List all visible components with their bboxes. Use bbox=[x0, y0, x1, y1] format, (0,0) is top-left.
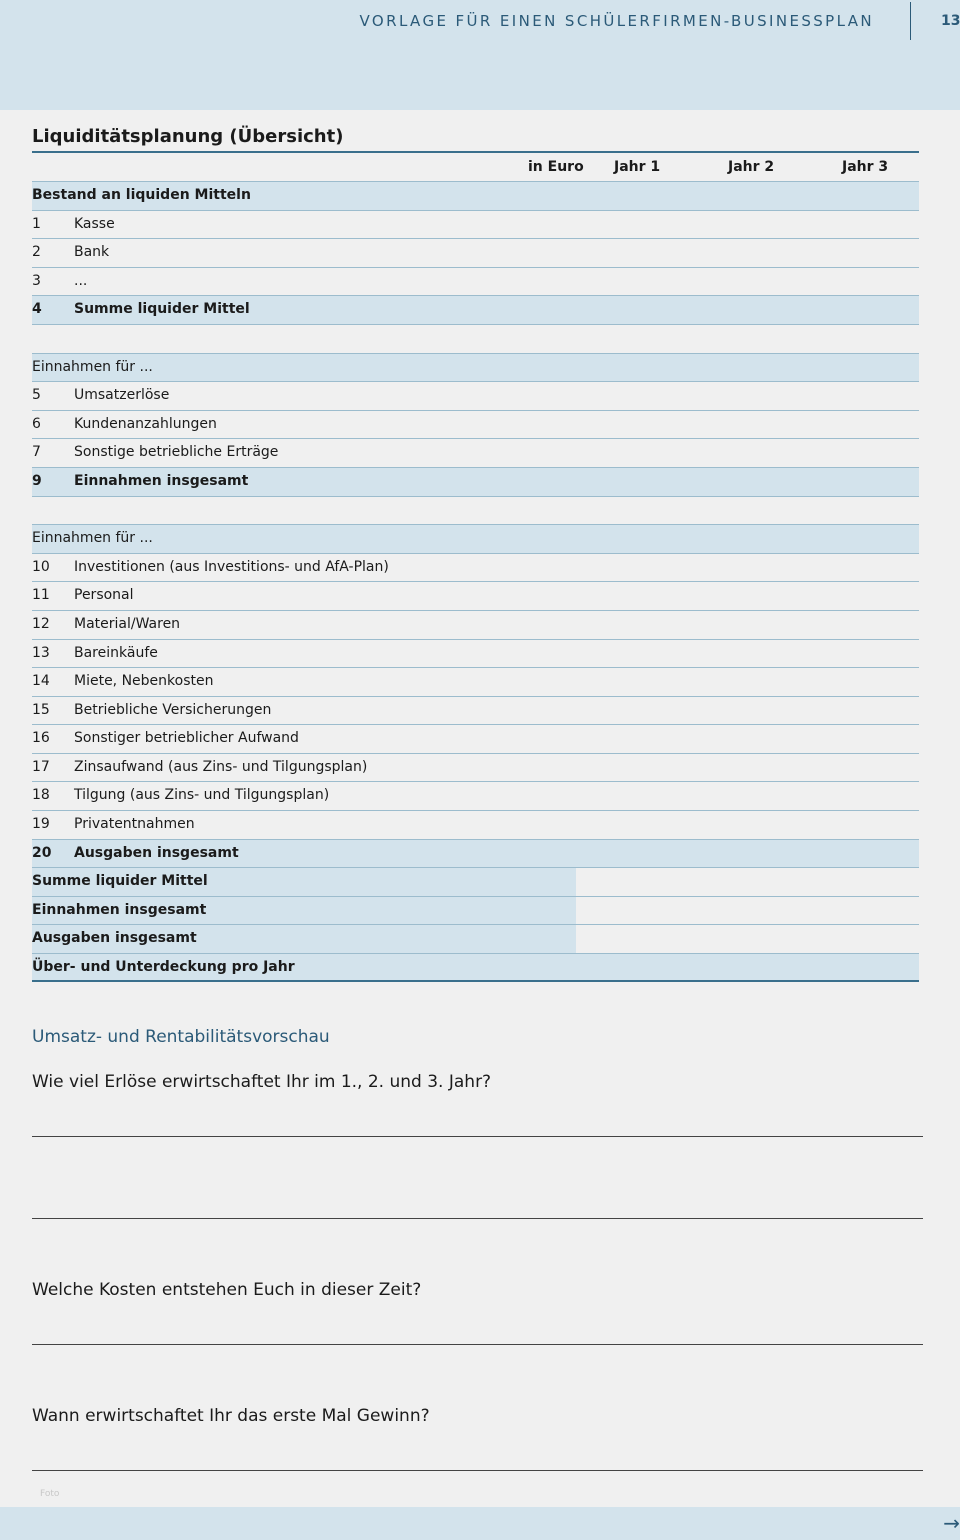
title-rule bbox=[32, 151, 919, 153]
row-label: Einnahmen für ... bbox=[32, 530, 153, 547]
table-row bbox=[32, 210, 919, 239]
row-label: Ausgaben insgesamt bbox=[74, 844, 239, 861]
header-divider bbox=[910, 2, 911, 40]
question-costs: Welche Kosten entstehen Euch in dieser Zeit? bbox=[32, 1280, 422, 1300]
table-row bbox=[32, 639, 919, 668]
table-row-total bbox=[32, 839, 919, 868]
row-number: 19 bbox=[32, 816, 50, 833]
row-label: Investitionen (aus Investitions- und AfA-Plan) bbox=[74, 558, 389, 575]
row-number: 5 bbox=[32, 387, 41, 404]
row-label: Summe liquider Mittel bbox=[32, 873, 208, 890]
row-number: 14 bbox=[32, 673, 50, 690]
answer-line[interactable] bbox=[32, 1344, 923, 1345]
table-row bbox=[32, 696, 919, 725]
row-label: ... bbox=[74, 272, 88, 289]
table-row bbox=[32, 581, 919, 610]
table-row-spacer bbox=[32, 324, 919, 353]
row-number: 18 bbox=[32, 787, 50, 804]
table-row bbox=[32, 553, 919, 582]
table-row bbox=[32, 810, 919, 839]
row-number: 9 bbox=[32, 472, 42, 489]
table-row-summary bbox=[32, 867, 919, 896]
row-label: Material/Waren bbox=[74, 615, 181, 632]
row-label: Privatentnahmen bbox=[74, 816, 195, 833]
faint-caption: Foto bbox=[40, 1489, 60, 1499]
row-label: Sonstige betriebliche Erträge bbox=[74, 444, 279, 461]
question-profit: Wann erwirtschaftet Ihr das erste Mal Gewinn? bbox=[32, 1406, 430, 1426]
row-number: 7 bbox=[32, 444, 41, 461]
row-label: Zinsaufwand (aus Zins- und Tilgungsplan) bbox=[74, 758, 368, 775]
answer-line[interactable] bbox=[32, 1470, 923, 1471]
table-row-summary bbox=[32, 924, 919, 953]
row-number: 12 bbox=[32, 615, 50, 632]
table-row-group-income bbox=[32, 353, 919, 382]
row-label: Kasse bbox=[74, 215, 115, 232]
table-row-group-liquid bbox=[32, 181, 919, 210]
table-row bbox=[32, 438, 919, 467]
row-label: Einnahmen für ... bbox=[32, 358, 153, 375]
column-header-year1: Jahr 1 bbox=[614, 159, 661, 175]
page-header bbox=[0, 0, 960, 110]
row-label: Tilgung (aus Zins- und Tilgungsplan) bbox=[74, 787, 330, 804]
row-number: 11 bbox=[32, 587, 50, 604]
row-label: Miete, Nebenkosten bbox=[74, 673, 214, 690]
table-row bbox=[32, 238, 919, 267]
row-number: 4 bbox=[32, 301, 42, 318]
question-revenue: Wie viel Erlöse erwirtschaftet Ihr im 1., 2. und 3. Jahr? bbox=[32, 1072, 492, 1092]
answer-line[interactable] bbox=[32, 1218, 923, 1219]
page-number: 13 bbox=[941, 13, 960, 29]
row-label: Bestand an liquiden Mitteln bbox=[32, 187, 251, 203]
row-label: Einnahmen insgesamt bbox=[74, 472, 249, 489]
page-footer bbox=[0, 1507, 960, 1540]
row-label: Bareinkäufe bbox=[74, 644, 158, 661]
table-row bbox=[32, 781, 919, 810]
row-label: Personal bbox=[74, 587, 134, 604]
row-number: 17 bbox=[32, 758, 50, 775]
row-label: Summe liquider Mittel bbox=[74, 301, 250, 318]
table-row-group-expenses bbox=[32, 524, 919, 553]
arrow-right-icon[interactable]: → bbox=[943, 1511, 960, 1535]
liquidity-table bbox=[32, 181, 919, 982]
column-header-year2: Jahr 2 bbox=[728, 159, 775, 175]
row-label: Sonstiger betrieblicher Aufwand bbox=[74, 730, 299, 747]
row-number: 6 bbox=[32, 415, 41, 432]
row-number: 1 bbox=[32, 215, 41, 232]
row-number: 3 bbox=[32, 272, 41, 289]
table-row bbox=[32, 724, 919, 753]
table-row bbox=[32, 381, 919, 410]
row-label: Ausgaben insgesamt bbox=[32, 930, 197, 947]
table-row-total bbox=[32, 295, 919, 324]
row-label: Betriebliche Versicherungen bbox=[74, 701, 272, 718]
row-number: 15 bbox=[32, 701, 50, 718]
table-row bbox=[32, 610, 919, 639]
table-row-total bbox=[32, 467, 919, 496]
row-number: 2 bbox=[32, 244, 41, 261]
column-header-year3: Jahr 3 bbox=[842, 159, 889, 175]
table-row bbox=[32, 667, 919, 696]
row-number: 13 bbox=[32, 644, 50, 661]
document-title: VORLAGE FÜR EINEN SCHÜLERFIRMEN-BUSINESSPLAN bbox=[359, 12, 874, 30]
section-title: Liquiditätsplanung (Übersicht) bbox=[32, 126, 344, 147]
table-row bbox=[32, 267, 919, 296]
row-number: 10 bbox=[32, 558, 50, 575]
row-number: 20 bbox=[32, 844, 52, 861]
row-number: 16 bbox=[32, 730, 50, 747]
forecast-title: Umsatz- und Rentabilitätsvorschau bbox=[32, 1027, 330, 1047]
column-header-unit: in Euro bbox=[528, 159, 584, 175]
row-label: Bank bbox=[74, 244, 110, 261]
row-label: Kundenanzahlungen bbox=[74, 415, 217, 432]
table-row-balance bbox=[32, 953, 919, 982]
row-label: Umsatzerlöse bbox=[74, 387, 170, 404]
row-label: Einnahmen insgesamt bbox=[32, 901, 207, 918]
row-label: Über- und Unterdeckung pro Jahr bbox=[32, 959, 295, 976]
table-row-summary bbox=[32, 896, 919, 925]
table-row-spacer bbox=[32, 496, 919, 525]
table-row bbox=[32, 410, 919, 439]
answer-line[interactable] bbox=[32, 1136, 923, 1137]
table-row bbox=[32, 753, 919, 782]
